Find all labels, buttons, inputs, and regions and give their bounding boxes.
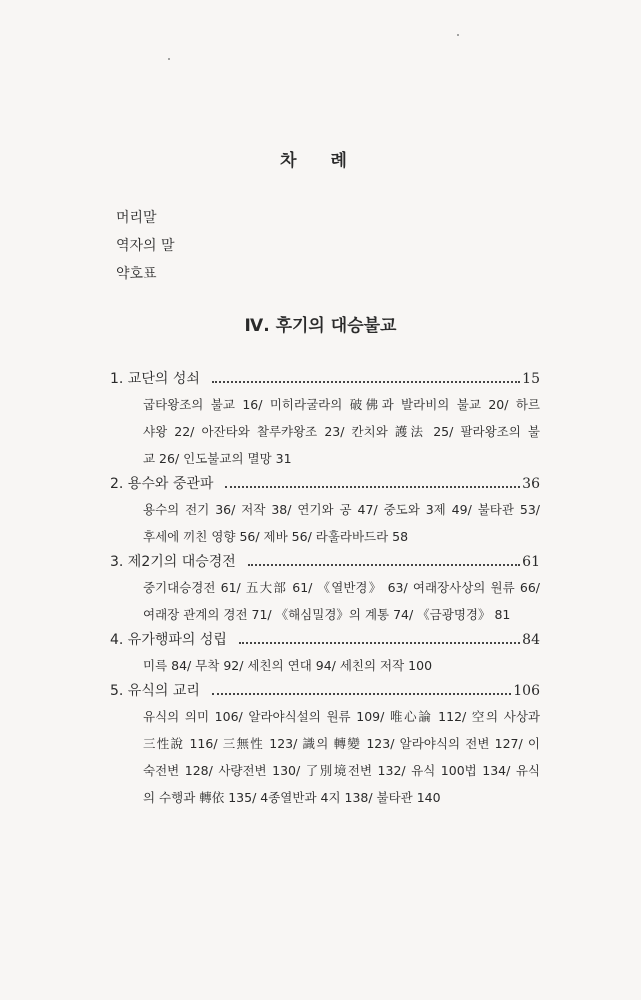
section-line: 유식의 의미 106/ 알라야식설의 원류 109/ 唯心論 112/ 空의 사상과 bbox=[143, 709, 540, 724]
chapter-entry bbox=[110, 679, 540, 703]
chapter-title: 3. 제2기의 대승경전 bbox=[110, 554, 236, 570]
page-number: 15 bbox=[522, 371, 540, 387]
chapter-title: 1. 교단의 성쇠 bbox=[110, 371, 200, 387]
section-line: 교 26/ 인도불교의 멸망 31 bbox=[143, 451, 292, 466]
section-list bbox=[143, 652, 540, 679]
dot-leader bbox=[239, 642, 520, 644]
page-number: 36 bbox=[522, 476, 540, 492]
chapter-title: 4. 유가행파의 성립 bbox=[110, 632, 227, 648]
chapter-entry bbox=[110, 472, 540, 496]
front-matter-item: 머리말 bbox=[116, 210, 157, 226]
dot-leader bbox=[212, 381, 520, 383]
dot-leader bbox=[225, 486, 520, 488]
front-matter-item: 역자의 말 bbox=[116, 238, 175, 254]
dot-leader bbox=[248, 564, 520, 566]
chapter-entry bbox=[110, 628, 540, 652]
section-line: 三性說 116/ 三無性 123/ 識의 轉變 123/ 알라야식의 전변 127/ 이 bbox=[143, 736, 540, 751]
page-number: 106 bbox=[513, 683, 540, 699]
section-line: 샤왕 22/ 아잔타와 찰루캬왕조 23/ 칸치와 護法 25/ 팔라왕조의 불 bbox=[143, 424, 540, 439]
page-number: 84 bbox=[522, 632, 540, 648]
chapter-title: 2. 용수와 중관파 bbox=[110, 476, 214, 492]
dot-leader bbox=[212, 693, 511, 695]
scan-speck bbox=[168, 58, 170, 60]
section-list bbox=[143, 703, 540, 811]
front-matter-item: 약호표 bbox=[116, 266, 157, 282]
section-line: 숙전변 128/ 사량전변 130/ 了別境전변 132/ 유식 100법 134/ 유식 bbox=[143, 763, 540, 778]
section-list bbox=[143, 391, 540, 472]
chapter-entry bbox=[110, 367, 540, 391]
section-line: 여래장 관계의 경전 71/ 《해심밀경》의 계통 74/ 《금광명경》 81 bbox=[143, 607, 511, 622]
section-line: 용수의 전기 36/ 저작 38/ 연기와 공 47/ 중도와 3제 49/ 불타관 53/ bbox=[143, 502, 540, 517]
scan-speck bbox=[457, 34, 459, 36]
chapter-entry bbox=[110, 550, 540, 574]
section-line: 후세에 끼친 영향 56/ 제바 56/ 라훌라바드라 58 bbox=[143, 529, 409, 544]
section-line: 미륵 84/ 무착 92/ 세친의 연대 94/ 세친의 저작 100 bbox=[143, 658, 433, 673]
front-matter-list bbox=[116, 204, 175, 288]
chapter-title: 5. 유식의 교리 bbox=[110, 683, 200, 699]
section-line: 굽타왕조의 불교 16/ 미히라굴라의 破佛과 발라비의 불교 20/ 하르 bbox=[143, 397, 540, 412]
section-line: 의 수행과 轉依 135/ 4종열반과 4지 138/ 불타관 140 bbox=[143, 790, 441, 805]
page-number: 61 bbox=[522, 554, 540, 570]
page-title: 차 례 bbox=[280, 151, 361, 171]
section-list bbox=[143, 496, 540, 550]
section-line: 중기대승경전 61/ 五大部 61/ 《열반경》 63/ 여래장사상의 원류 66/ bbox=[143, 580, 540, 595]
section-list bbox=[143, 574, 540, 628]
table-of-contents bbox=[110, 367, 540, 811]
part-heading: Ⅳ. 후기의 대승불교 bbox=[244, 316, 397, 336]
